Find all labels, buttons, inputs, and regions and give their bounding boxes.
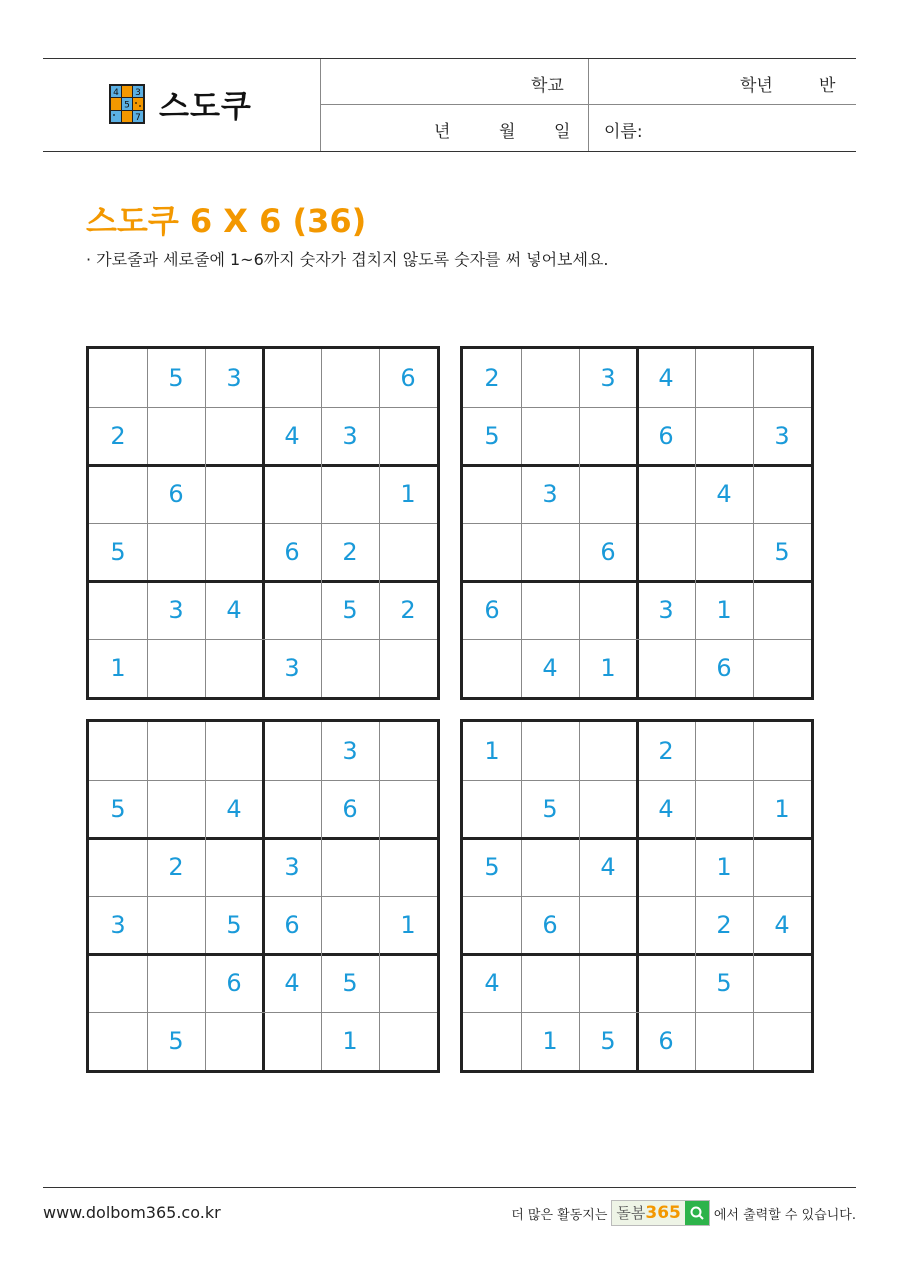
sudoku-cell: 4	[542, 654, 558, 682]
sudoku-cell[interactable]	[695, 349, 753, 407]
sudoku-cell: 6	[226, 969, 242, 997]
sudoku-cell: 5	[542, 795, 558, 823]
sudoku-cell: 5	[110, 538, 126, 566]
sudoku-grid-4	[460, 719, 814, 1073]
sudoku-cell[interactable]	[579, 780, 637, 838]
header-column-divider	[588, 59, 589, 151]
sudoku-cell[interactable]	[521, 407, 579, 465]
sudoku-cell: 1	[484, 737, 500, 765]
sudoku-cell[interactable]	[321, 465, 379, 523]
sudoku-cell[interactable]	[695, 1012, 753, 1070]
sudoku-cell: 3	[600, 364, 616, 392]
sudoku-cell: 3	[284, 853, 300, 881]
sudoku-cell: 6	[284, 911, 300, 939]
sudoku-cell[interactable]	[263, 581, 321, 639]
search-icon	[685, 1201, 709, 1225]
sudoku-cell[interactable]	[89, 465, 147, 523]
sudoku-cell: 3	[284, 654, 300, 682]
sudoku-cell: 6	[658, 1027, 674, 1055]
sudoku-cell: 6	[284, 538, 300, 566]
sudoku-cell[interactable]	[263, 780, 321, 838]
sudoku-cell[interactable]	[89, 722, 147, 780]
grid-row-line	[89, 639, 437, 640]
sudoku-cell[interactable]	[147, 639, 205, 697]
sudoku-cell[interactable]	[379, 523, 437, 581]
sudoku-cell[interactable]	[637, 523, 695, 581]
logo-text: 스도쿠	[159, 89, 252, 125]
sudoku-cell[interactable]	[753, 581, 811, 639]
brand-name: 돌봄365	[612, 1201, 684, 1225]
sudoku-cell[interactable]	[379, 722, 437, 780]
sudoku-cell[interactable]	[379, 1012, 437, 1070]
sudoku-cell[interactable]	[205, 639, 263, 697]
sudoku-cell[interactable]	[521, 581, 579, 639]
sudoku-cell: 5	[484, 422, 500, 450]
sudoku-cell[interactable]	[321, 838, 379, 896]
logo-digit-3: 5	[124, 100, 130, 111]
sudoku-cell: 1	[400, 911, 416, 939]
sudoku-cell: 4	[226, 596, 242, 624]
sudoku-cell[interactable]	[463, 1012, 521, 1070]
sudoku-cell: 5	[774, 538, 790, 566]
sudoku-cell[interactable]	[89, 581, 147, 639]
sudoku-cell[interactable]	[379, 780, 437, 838]
logo-digit-1: 4	[113, 88, 119, 98]
sudoku-cell[interactable]	[463, 896, 521, 954]
class-label: 반	[819, 76, 836, 96]
sudoku-cell: 4	[226, 795, 242, 823]
sudoku-cell[interactable]	[579, 954, 637, 1012]
sudoku-cell: 2	[484, 364, 500, 392]
grid-row-line	[89, 580, 437, 583]
sudoku-cell: 2	[658, 737, 674, 765]
sudoku-cell: 5	[342, 969, 358, 997]
footer-url[interactable]: www.dolbom365.co.kr	[43, 1203, 221, 1222]
sudoku-cell[interactable]	[463, 639, 521, 697]
sudoku-cell: 6	[484, 596, 500, 624]
sudoku-cell[interactable]	[579, 581, 637, 639]
sudoku-cell[interactable]	[521, 838, 579, 896]
sudoku-cell[interactable]	[695, 780, 753, 838]
sudoku-cell[interactable]	[521, 722, 579, 780]
sudoku-cell[interactable]	[89, 838, 147, 896]
sudoku-cell[interactable]	[753, 465, 811, 523]
sudoku-cell[interactable]	[147, 954, 205, 1012]
sudoku-cell: 6	[658, 422, 674, 450]
school-label: 학교	[531, 76, 564, 96]
grid-column-line	[379, 349, 380, 697]
grid-column-line	[379, 722, 380, 1070]
sudoku-cell[interactable]	[753, 1012, 811, 1070]
sudoku-cell: 5	[600, 1027, 616, 1055]
sudoku-cell[interactable]	[321, 896, 379, 954]
grid-column-line	[262, 722, 265, 1070]
day-label: 일	[554, 122, 571, 142]
grid-column-line	[321, 722, 322, 1070]
grid-column-line	[636, 722, 639, 1070]
sudoku-cell: 6	[542, 911, 558, 939]
footer-divider	[43, 1187, 856, 1188]
sudoku-cell[interactable]	[753, 639, 811, 697]
sudoku-cell: 4	[658, 364, 674, 392]
grid-column-line	[753, 349, 754, 697]
sudoku-cell: 3	[168, 596, 184, 624]
grid-column-line	[262, 349, 265, 697]
sudoku-cell[interactable]	[263, 465, 321, 523]
sudoku-cell[interactable]	[695, 407, 753, 465]
sudoku-cell[interactable]	[463, 780, 521, 838]
year-label: 년	[434, 122, 451, 142]
sudoku-cell[interactable]	[579, 722, 637, 780]
sudoku-cell[interactable]	[379, 838, 437, 896]
sudoku-cell[interactable]	[637, 838, 695, 896]
page-title: 스도쿠 6 X 6 (36)	[86, 202, 367, 240]
sudoku-cell: 5	[342, 596, 358, 624]
sudoku-cell[interactable]	[521, 523, 579, 581]
sudoku-cell[interactable]	[321, 639, 379, 697]
sudoku-cell[interactable]	[89, 349, 147, 407]
sudoku-cell[interactable]	[263, 722, 321, 780]
sudoku-cell[interactable]	[463, 465, 521, 523]
sudoku-cell: 5	[484, 853, 500, 881]
sudoku-cell: 6	[342, 795, 358, 823]
promo-prefix: 더 많은 활동지는	[511, 1207, 608, 1223]
sudoku-cell[interactable]	[147, 722, 205, 780]
sudoku-cell[interactable]	[89, 1012, 147, 1070]
sudoku-cell: 2	[400, 596, 416, 624]
sudoku-cell: 1	[110, 654, 126, 682]
sudoku-cell: 3	[226, 364, 242, 392]
sudoku-cell: 6	[600, 538, 616, 566]
sudoku-cell: 3	[110, 911, 126, 939]
logo-digit-2: 3	[135, 88, 141, 98]
sudoku-cell: 4	[484, 969, 500, 997]
sudoku-cell[interactable]	[637, 954, 695, 1012]
sudoku-cell[interactable]	[521, 954, 579, 1012]
grid-row-line	[463, 639, 811, 640]
sudoku-cell: 3	[342, 422, 358, 450]
sudoku-cell[interactable]	[579, 465, 637, 523]
sudoku-cell: 4	[658, 795, 674, 823]
sudoku-cell[interactable]	[753, 838, 811, 896]
sudoku-grid-3	[86, 719, 440, 1073]
sudoku-cell: 1	[774, 795, 790, 823]
sudoku-cell: 4	[600, 853, 616, 881]
footer-promo	[511, 1200, 856, 1226]
sudoku-cell[interactable]	[579, 896, 637, 954]
sudoku-cell: 5	[168, 1027, 184, 1055]
promo-suffix: 에서 출력할 수 있습니다.	[713, 1207, 856, 1223]
sudoku-grid-1	[86, 346, 440, 700]
sudoku-cell[interactable]	[147, 896, 205, 954]
sudoku-cell[interactable]	[205, 838, 263, 896]
sudoku-cell[interactable]	[205, 465, 263, 523]
sudoku-cell[interactable]	[379, 954, 437, 1012]
sudoku-cell: 3	[342, 737, 358, 765]
sudoku-cell: 1	[716, 853, 732, 881]
worksheet-header	[43, 58, 856, 152]
sudoku-cell[interactable]	[147, 780, 205, 838]
brand-logo[interactable]	[611, 1200, 709, 1226]
grid-row-line	[89, 953, 437, 956]
sudoku-cell: 4	[284, 969, 300, 997]
grade-label: 학년	[740, 76, 773, 96]
grid-column-line	[695, 722, 696, 1070]
sudoku-cell[interactable]	[463, 523, 521, 581]
month-label: 월	[499, 122, 516, 142]
sudoku-cell: 6	[400, 364, 416, 392]
sudoku-cell: 1	[600, 654, 616, 682]
sudoku-cell[interactable]	[695, 722, 753, 780]
sudoku-cell[interactable]	[379, 407, 437, 465]
sudoku-cell[interactable]	[321, 349, 379, 407]
sudoku-cell[interactable]	[753, 722, 811, 780]
logo-cell	[43, 59, 321, 151]
instruction-text: · 가로줄과 세로줄에 1~6까지 숫자가 겹치지 않도록 숫자를 써 넣어보세요.	[86, 250, 609, 269]
grid-column-line	[321, 349, 322, 697]
sudoku-cell: 1	[542, 1027, 558, 1055]
sudoku-cell[interactable]	[263, 349, 321, 407]
sudoku-cell: 5	[110, 795, 126, 823]
grid-row-line	[463, 1012, 811, 1013]
sudoku-cell[interactable]	[579, 407, 637, 465]
grid-row-line	[463, 953, 811, 956]
sudoku-cell[interactable]	[89, 954, 147, 1012]
sudoku-cell: 3	[542, 480, 558, 508]
logo-digit-4: 7	[135, 113, 141, 123]
brand-number: 365	[645, 1203, 681, 1223]
sudoku-cell: 4	[716, 480, 732, 508]
sudoku-cell: 5	[168, 364, 184, 392]
sudoku-cell: 2	[716, 911, 732, 939]
grid-row-line	[89, 1012, 437, 1013]
sudoku-cell[interactable]	[147, 523, 205, 581]
sudoku-cell[interactable]	[753, 954, 811, 1012]
grid-row-line	[463, 580, 811, 583]
sudoku-cell: 1	[400, 480, 416, 508]
sudoku-cell: 5	[716, 969, 732, 997]
sudoku-cell[interactable]	[205, 523, 263, 581]
sudoku-cell: 2	[110, 422, 126, 450]
sudoku-cell: 1	[716, 596, 732, 624]
grid-column-line	[695, 349, 696, 697]
sudoku-cell: 4	[774, 911, 790, 939]
sudoku-cell[interactable]	[695, 523, 753, 581]
sudoku-cell[interactable]	[521, 349, 579, 407]
sudoku-cell: 1	[342, 1027, 358, 1055]
sudoku-cell: 3	[658, 596, 674, 624]
grid-column-line	[753, 722, 754, 1070]
sudoku-cell: 6	[716, 654, 732, 682]
sudoku-cell[interactable]	[637, 896, 695, 954]
sudoku-cell[interactable]	[147, 407, 205, 465]
sudoku-cell[interactable]	[205, 1012, 263, 1070]
sudoku-cell: 2	[168, 853, 184, 881]
sudoku-cell[interactable]	[263, 1012, 321, 1070]
sudoku-cell: 3	[774, 422, 790, 450]
sudoku-cell: 5	[226, 911, 242, 939]
sudoku-cell: 6	[168, 480, 184, 508]
sudoku-logo-icon	[109, 84, 145, 124]
sudoku-cell[interactable]	[637, 639, 695, 697]
sudoku-cell[interactable]	[205, 722, 263, 780]
sudoku-cell: 2	[342, 538, 358, 566]
sudoku-cell[interactable]	[379, 639, 437, 697]
name-label: 이름:	[604, 122, 643, 142]
sudoku-cell[interactable]	[205, 407, 263, 465]
sudoku-cell: 4	[284, 422, 300, 450]
grid-column-line	[636, 349, 639, 697]
sudoku-grid-2	[460, 346, 814, 700]
sudoku-cell[interactable]	[637, 465, 695, 523]
sudoku-cell[interactable]	[753, 349, 811, 407]
